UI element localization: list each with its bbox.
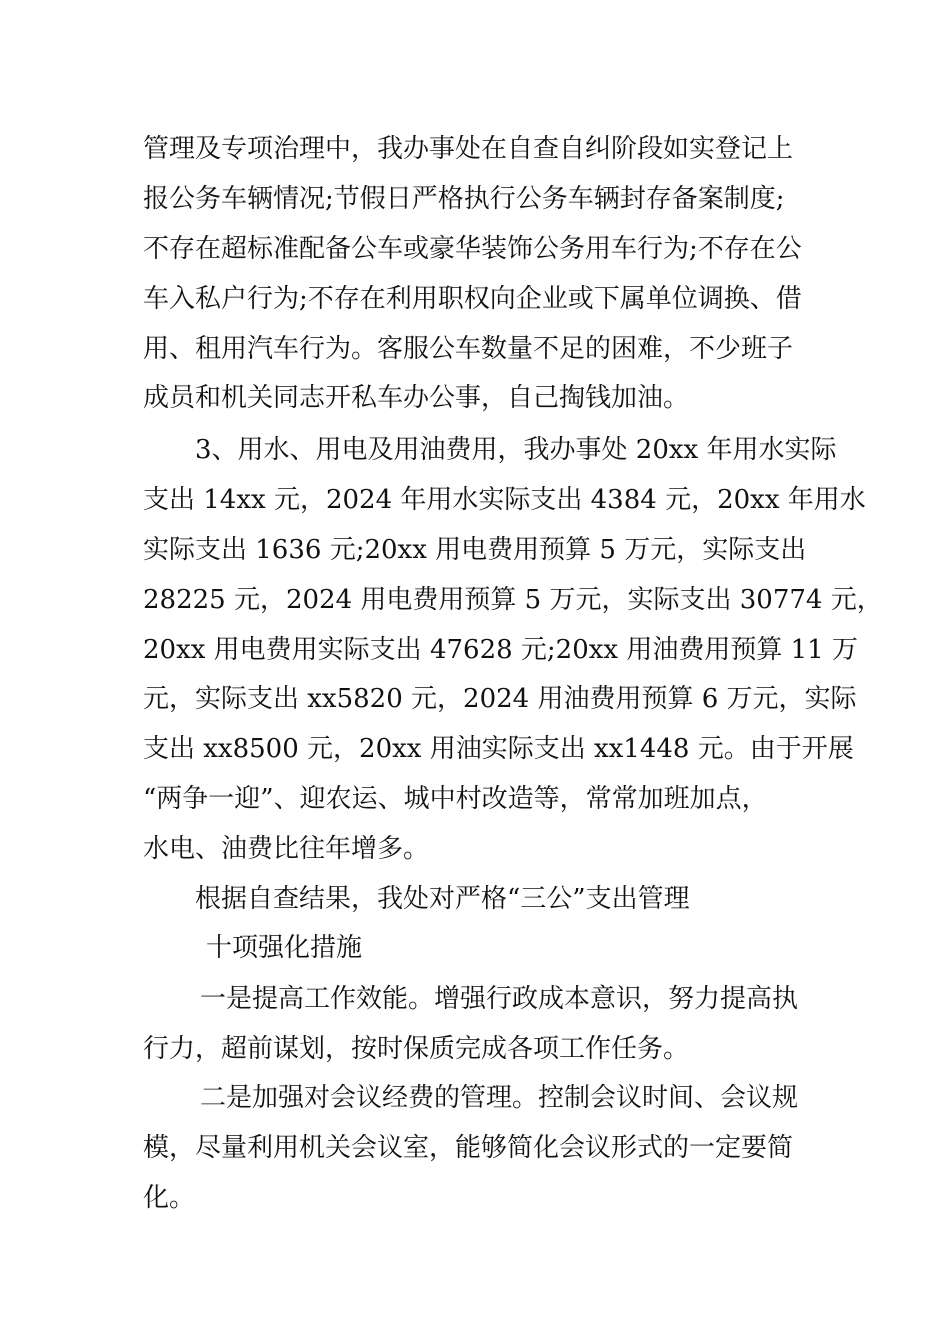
text-line: 实际支出 1636 元;20xx 用电费用预算 5 万元，实际支出 <box>143 535 807 565</box>
text-line: 化。 <box>143 1183 196 1213</box>
text-line: 3、用水、用电及用油费用，我办事处 20xx 年用水实际 <box>195 435 837 465</box>
text-line: 用、租用汽车行为。客服公车数量不足的困难，不少班子 <box>143 334 794 364</box>
text-line: 不存在超标准配备公车或豪华装饰公务用车行为;不存在公 <box>143 234 802 264</box>
text-line: “两争一迎”、迎农运、城中村改造等，常常加班加点， <box>143 784 768 814</box>
text-line: 水电、油费比往年增多。 <box>143 834 430 864</box>
text-line: 20xx 用电费用实际支出 47628 元;20xx 用油费用预算 11 万 <box>143 635 858 665</box>
text-line: 行力，超前谋划，按时保质完成各项工作任务。 <box>143 1034 690 1064</box>
text-line: 车入私户行为;不存在利用职权向企业或下属单位调换、借 <box>143 284 802 314</box>
text-line: 支出 xx8500 元，20xx 用油实际支出 xx1448 元。由于开展 <box>143 734 854 764</box>
text-line: 十项强化措施 <box>206 933 363 963</box>
text-line: 元，实际支出 xx5820 元，2024 用油费用预算 6 万元，实际 <box>143 684 857 714</box>
text-line: 成员和机关同志开私车办公事，自己掏钱加油。 <box>143 383 690 413</box>
text-line: 二是加强对会议经费的管理。控制会议时间、会议规 <box>200 1083 799 1113</box>
text-line: 支出 14xx 元，2024 年用水实际支出 4384 元，20xx 年用水 <box>143 485 866 515</box>
text-line: 管理及专项治理中，我办事处在自查自纠阶段如实登记上 <box>143 134 794 164</box>
text-line: 一是提高工作效能。增强行政成本意识，努力提高执 <box>200 984 799 1014</box>
text-line: 报公务车辆情况;节假日严格执行公务车辆封存备案制度; <box>143 184 785 214</box>
text-line: 模，尽量利用机关会议室，能够简化会议形式的一定要简 <box>143 1133 794 1163</box>
text-line: 28225 元，2024 用电费用预算 5 万元，实际支出 30774 元， <box>143 585 883 615</box>
text-line: 根据自查结果，我处对严格“三公”支出管理 <box>195 884 690 914</box>
